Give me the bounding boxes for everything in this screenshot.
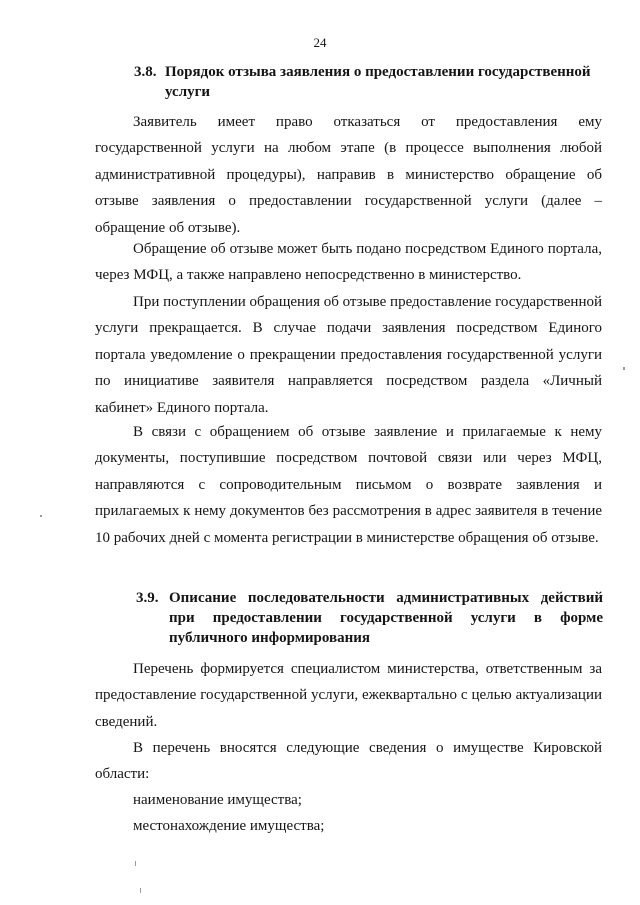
paragraph-withdrawal-channels: Обращение об отзыве может быть подано посредством Единого портала, через МФЦ, а также направлено непосредственно в министерство. <box>95 241 602 284</box>
paragraph-withdrawal-right: Заявитель имеет право отказаться от предоставления ему государственной услуги на любом этапе (в процессе выполнения любой административной процедуры), направив в министерство обращение об отзыве заявления о предоставлении государственной услуги (далее – обращение об отзыве). <box>95 114 602 236</box>
list-item-property-location: местонахождение имущества; <box>133 818 325 834</box>
section-3-9-heading <box>136 588 603 648</box>
section-3-8-heading <box>134 62 604 102</box>
scan-speck <box>135 861 136 866</box>
scan-speck <box>140 888 141 893</box>
scan-speck <box>40 515 42 517</box>
list-item-property-name: наименование имущества; <box>133 792 302 808</box>
paragraph-list-formation: Перечень формируется специалистом министерства, ответственным за предоставление государственной услуги, ежеквартально с целью актуализации сведений. <box>95 661 602 730</box>
section-3-9-number: 3.9. <box>136 590 159 606</box>
scan-speck <box>623 367 625 370</box>
paragraph-list-contents: В перечень вносятся следующие сведения о имуществе Кировской области: <box>95 740 602 783</box>
page-number: 24 <box>313 35 327 50</box>
section-3-9-title: Описание последовательности административных действий при предоставлении государственной услуги в форме публичного информирования <box>169 590 603 646</box>
paragraph-documents-return: В связи с обращением об отзыве заявление и прилагаемые к нему документы, поступившие посредством почтовой связи или через МФЦ, направляются с сопроводительным письмом о возврате заявления и прилагаемых к нему документов без рассмотрения в адрес заявителя в течение 10 рабочих дней с момента регистрации в министерстве обращения об отзыве. <box>95 424 602 546</box>
section-3-8-number: 3.8. <box>134 64 157 80</box>
section-3-8-title: Порядок отзыва заявления о предоставлении государственной услуги <box>165 64 591 100</box>
paragraph-withdrawal-termination: При поступлении обращения об отзыве предоставление государственной услуги прекращается. В случае подачи заявления посредством Единого портала уведомление о прекращении предоставления государственной услуги по инициативе заявителя направляется посредством раздела «Личный кабинет» Единого портала. <box>95 294 602 416</box>
